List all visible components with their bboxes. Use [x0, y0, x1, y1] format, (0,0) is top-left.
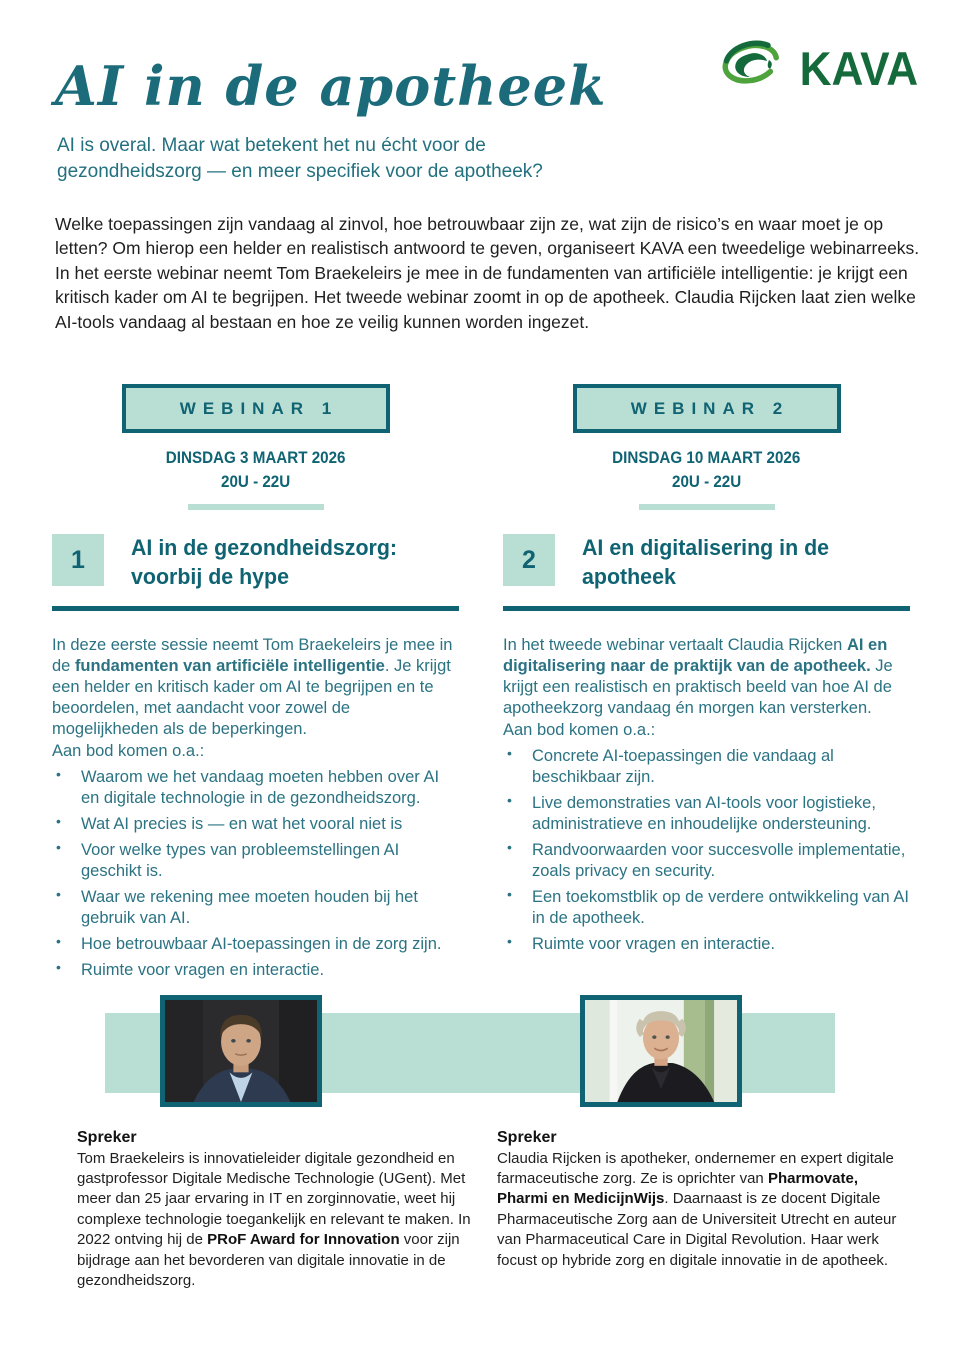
list-item: • Randvoorwaarden voor succesvolle implementatie, zoals privacy en security. — [503, 840, 910, 882]
webinar-2-column — [503, 384, 910, 980]
webinar-1-time: 20U - 22U — [220, 472, 291, 491]
list-item: • Ruimte voor vragen en interactie. — [503, 934, 910, 955]
speaker-bio-bold: Pharmovate, Pharmi en MedicijnWijs — [497, 1170, 858, 1208]
claudia-rijcken-bio — [497, 1129, 909, 1307]
webinar-2-description-bold: AI en digitalisering naar de praktijk van de apotheek. — [503, 635, 888, 675]
webinar-1-description: In deze eerste sessie neemt Tom Braekeleirs je mee in de fundamenten van artificiële intelligentie. Je krijgt een helder en kritisch kader om AI te begrijpen en te beoordelen, met aandacht voor zowel de mogelijkheden als de beperkingen. — [52, 635, 453, 738]
list-item: • Wat AI precies is — en wat het vooral niet is — [52, 814, 459, 835]
list-item: • Live demonstraties van AI-tools voor logistieke, administratieve en inhoudelijke ondersteuning. — [503, 793, 910, 835]
page-title: AI in de apotheek — [55, 54, 607, 118]
webinar-1-badge-label: WEBINAR 1 — [179, 399, 339, 419]
page-subtitle: AI is overal. Maar wat betekent het nu écht voor de gezondheidszorg — en meer specifiek voor de apotheek? — [57, 134, 543, 183]
webinar-1-session-title: AI in de gezondheidszorg: voorbij de hype — [131, 535, 397, 590]
webinar-2-session-title: AI en digitalisering in de apotheek — [582, 535, 830, 590]
webinar-1-topic-list — [52, 767, 459, 981]
list-item: • Waarom we het vandaag moeten hebben over AI en digitale technologie in de gezondheidszorg. — [52, 767, 459, 809]
webinar-2-description: In het tweede webinar vertaalt Claudia Rijcken AI en digitalisering naar de praktijk van de apotheek. Je krijgt een realistisch en praktisch beeld van hoe AI de apotheekzorg vandaag én morgen kan versterken. — [503, 635, 893, 717]
intro-paragraph: Welke toepassingen zijn vandaag al zinvol, hoe betrouwbaar zijn ze, wat zijn de risico’s en waar moet je op letten? Om hierop een helder en realistisch antwoord te geven, organiseert KAVA een tweedelige webinarreeks. In het eerste webinar neemt Tom Braekeleirs je mee in de fundamenten van artificiële intelligentie: je krijgt een kritisch kader om AI te begrijpen. Het tweede webinar zoomt in op de apotheek. Claudia Rijcken laat zien welke AI-tools vandaag al bestaan en hoe ze veilig kunnen worden ingezet. — [55, 213, 920, 332]
speaker-label: Spreker — [497, 1128, 557, 1146]
speaker-photo-band — [0, 995, 960, 1123]
speaker-label: Spreker — [77, 1128, 137, 1146]
webinar-1-list-intro: Aan bod komen o.a.: — [52, 741, 205, 760]
speaker-bios — [77, 1129, 960, 1307]
webinar-2-topic-list — [503, 746, 910, 955]
tom-braekeleirs-photo — [160, 995, 322, 1107]
webinar-2-badge — [573, 384, 841, 433]
teal-rule — [503, 606, 910, 611]
speaker-bio-text: Tom Braekeleirs is innovatieleider digitale gezondheid en gastprofessor Digitale Medische Technologie (UGent). Met meer dan 25 jaar ervaring in IT en zorginnovatie, weet hij complexe technologie toegankelijk en relevant te maken. In 2022 ontving hij de PRoF Award for Innovation voor zijn bijdrage aan het bevorderen van digitale innovatie in de gezondheidszorg. — [77, 1149, 471, 1289]
webinar-1-badge — [122, 384, 390, 433]
webinar-2-date: DINSDAG 10 MAART 2026 — [612, 449, 801, 468]
kava-swirl-icon — [718, 34, 784, 103]
list-item: • Waar we rekening mee moeten houden bij het gebruik van AI. — [52, 887, 459, 929]
webinar-1-date: DINSDAG 3 MAART 2026 — [165, 449, 346, 468]
webinar-1-column — [52, 384, 459, 980]
claudia-rijcken-photo — [580, 995, 742, 1107]
speaker-bio-bold: PRoF Award for Innovation — [207, 1231, 400, 1249]
mint-divider — [639, 504, 775, 510]
webinar-1-session-head — [52, 534, 459, 592]
list-item: • Een toekomstblik op de verdere ontwikkeling van AI in de apotheek. — [503, 887, 910, 929]
webinar-columns — [52, 384, 910, 980]
webinar-1-description-bold: fundamenten van artificiële intelligentie — [74, 656, 385, 675]
list-item: • Voor welke types van probleemstellingen AI geschikt is. — [52, 840, 459, 882]
webinar-2-time: 20U - 22U — [671, 472, 742, 491]
speaker-bio-text: Claudia Rijcken is apotheker, ondernemer en expert digitale farmaceutische zorg. Ze is oprichter van Pharmovate, Pharmi en MedicijnWijs. Daarnaast is ze docent Digitale Pharmaceutische Zorg aan de Universiteit Utrecht en auteur van Pharmaceutical Care in Digital Revolution. Haar werk focust op hybride zorg en digitale innovatie in de apotheek. — [497, 1149, 897, 1269]
list-item: • Hoe betrouwbaar AI-toepassingen in de zorg zijn. — [52, 934, 459, 955]
teal-rule — [52, 606, 459, 611]
kava-logo — [718, 34, 918, 103]
list-item: • Ruimte voor vragen en interactie. — [52, 960, 459, 981]
webinar-2-list-intro: Aan bod komen o.a.: — [503, 720, 656, 739]
kava-logo-text: KAVA — [799, 42, 918, 95]
webinar-1-number-box: 1 — [52, 534, 104, 586]
mint-divider — [188, 504, 324, 510]
webinar-2-session-head — [503, 534, 910, 592]
list-item: • Concrete AI-toepassingen die vandaag al beschikbaar zijn. — [503, 746, 910, 788]
webinar-2-badge-label: WEBINAR 2 — [630, 399, 790, 419]
tom-braekeleirs-bio — [77, 1129, 475, 1307]
webinar-2-number-box: 2 — [503, 534, 555, 586]
